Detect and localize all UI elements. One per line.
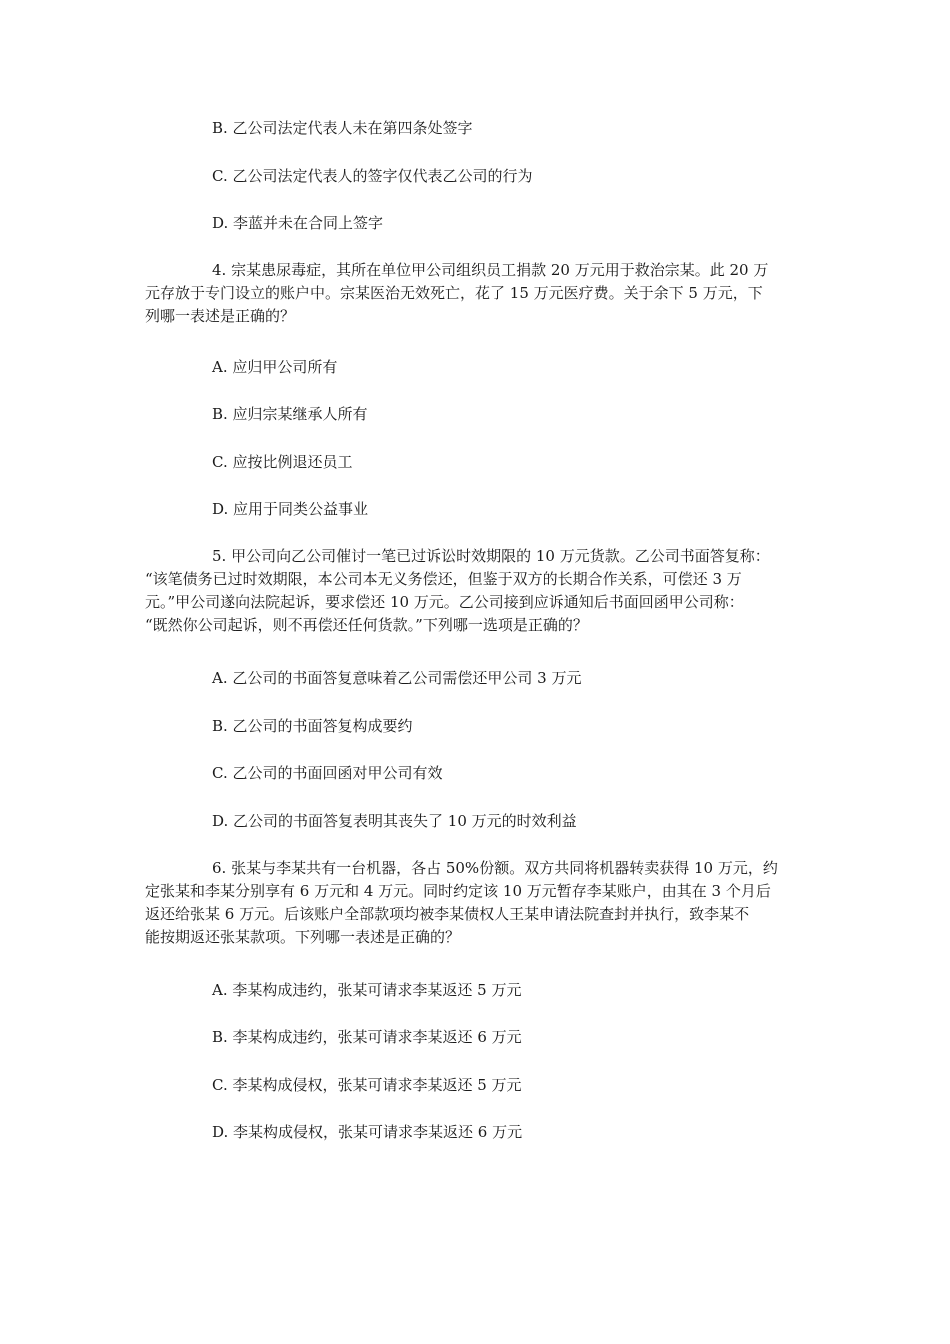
q6-option-a: A. 李某构成违约，张某可请求李某返还 5 万元 (212, 981, 522, 999)
q5-option-c: C. 乙公司的书面回函对甲公司有效 (212, 764, 443, 782)
q6-stem-line: 能按期返还张某款项。下列哪一表述是正确的？ (145, 928, 461, 946)
q6-option-b: B. 李某构成违约，张某可请求李某返还 6 万元 (212, 1028, 522, 1046)
q4-stem-line: 列哪一表述是正确的？ (145, 307, 296, 325)
q4-stem-line: 4. 宗某患尿毒症，其所在单位甲公司组织员工捐款 20 万元用于救治宗某。此 20 万 (212, 261, 769, 279)
q4-stem (145, 259, 815, 328)
q6-option-c: C. 李某构成侵权，张某可请求李某返还 5 万元 (212, 1076, 522, 1094)
q5-stem-line: “该笔债务已过时效期限，本公司本无义务偿还，但鉴于双方的长期合作关系，可偿还 3 万 (145, 570, 742, 588)
q4-stem-line: 元存放于专门设立的账户中。宗某医治无效死亡，花了 15 万元医疗费。关于余下 5 万元，下 (145, 284, 763, 302)
q4-option-d: D. 应用于同类公益事业 (212, 500, 369, 518)
q5-stem-line: 元。”甲公司遂向法院起诉，要求偿还 10 万元。乙公司接到应诉通知后书面回函甲公司称： (145, 593, 744, 611)
q5-option-d: D. 乙公司的书面答复表明其丧失了 10 万元的时效利益 (212, 812, 577, 830)
q6-stem-line: 定张某和李某分别享有 6 万元和 4 万元。同时约定该 10 万元暂存李某账户，由其在 3 个月后 (145, 882, 771, 900)
q6-stem (145, 857, 815, 949)
q5-stem-line: 5. 甲公司向乙公司催讨一笔已过诉讼时效期限的 10 万元货款。乙公司书面答复称： (212, 547, 770, 565)
q5-option-b: B. 乙公司的书面答复构成要约 (212, 717, 413, 735)
q5-option-a: A. 乙公司的书面答复意味着乙公司需偿还甲公司 3 万元 (212, 669, 582, 687)
q3-option-d: D. 李蓝并未在合同上签字 (212, 214, 384, 232)
q5-stem-line: “既然你公司起诉，则不再偿还任何货款。”下列哪一选项是正确的？ (145, 616, 588, 634)
q6-stem-line: 6. 张某与李某共有一台机器，各占 50%份额。双方共同将机器转卖获得 10 万元，约 (212, 859, 778, 877)
q4-option-c: C. 应按比例退还员工 (212, 453, 353, 471)
q3-option-c: C. 乙公司法定代表人的签字仅代表乙公司的行为 (212, 167, 533, 185)
q6-option-d: D. 李某构成侵权，张某可请求李某返还 6 万元 (212, 1123, 523, 1141)
q4-option-a: A. 应归甲公司所有 (212, 358, 338, 376)
q5-stem (145, 545, 815, 637)
q6-stem-line: 返还给张某 6 万元。后该账户全部款项均被李某债权人王某申请法院查封并执行，致李某不 (145, 905, 750, 923)
q3-option-b: B. 乙公司法定代表人未在第四条处签字 (212, 119, 473, 137)
q4-option-b: B. 应归宗某继承人所有 (212, 405, 368, 423)
